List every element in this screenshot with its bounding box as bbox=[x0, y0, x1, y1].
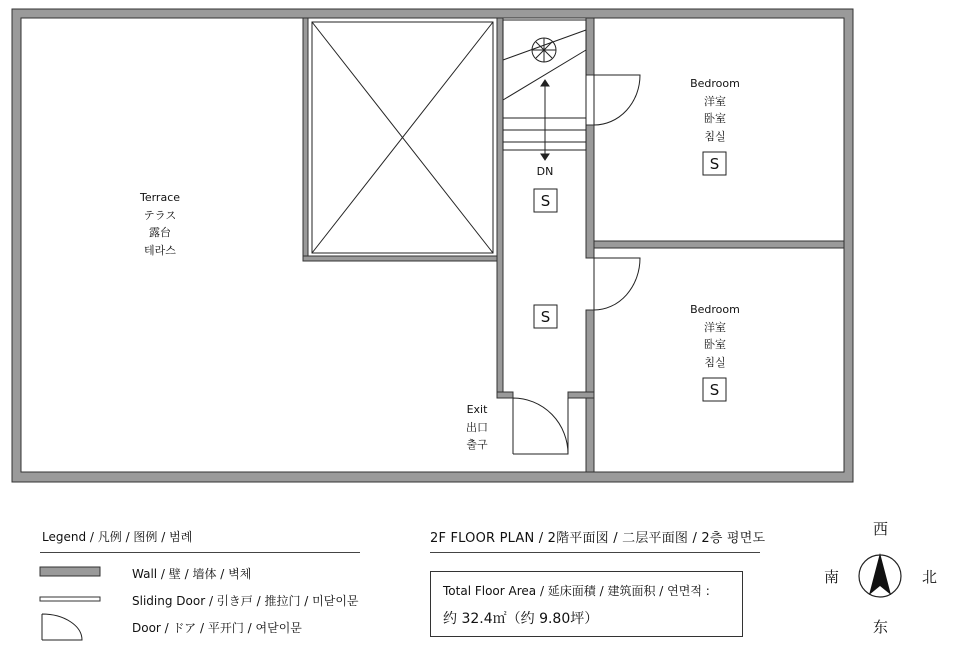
wall-corridor-right-low bbox=[586, 310, 594, 398]
room-label-terrace bbox=[139, 191, 180, 257]
svg-text:洋室: 洋室 bbox=[704, 321, 726, 334]
storage-s-text: S bbox=[709, 155, 720, 173]
legend-sliding-door-icon bbox=[40, 597, 100, 601]
svg-text:테라스: 테라스 bbox=[144, 244, 176, 257]
storage-symbol bbox=[534, 189, 557, 212]
compass-bottom-label: 东 bbox=[873, 618, 889, 636]
legend-symbols bbox=[40, 567, 100, 640]
legend-door-label: Door / ドア / 平开门 / 여닫이문 bbox=[132, 621, 302, 635]
door-bedroom-lower bbox=[594, 258, 640, 310]
compass-right-label: 北 bbox=[922, 568, 938, 586]
room-label-exit bbox=[466, 403, 488, 451]
staircase bbox=[503, 20, 586, 160]
wall-void-left bbox=[303, 18, 308, 261]
svg-text:出口: 出口 bbox=[466, 421, 488, 434]
storage-symbol bbox=[703, 152, 726, 175]
legend-door-icon bbox=[42, 614, 82, 640]
wall-corridor-bottom-right bbox=[568, 392, 594, 398]
wall-void-right bbox=[497, 18, 503, 398]
svg-text:침실: 침실 bbox=[704, 130, 726, 143]
total-area-box bbox=[430, 571, 743, 637]
void-open-below bbox=[312, 22, 493, 253]
legend-divider bbox=[40, 552, 360, 553]
legend-wall-icon bbox=[40, 567, 100, 576]
storage-s-text: S bbox=[540, 308, 551, 326]
storage-symbol bbox=[703, 378, 726, 401]
total-area-value: 约 32.4㎡（约 9.80坪） bbox=[443, 611, 599, 627]
wall-exit-right bbox=[586, 392, 594, 472]
wall-corridor-right-mid bbox=[586, 125, 594, 258]
door-exit bbox=[513, 398, 568, 454]
wall-void-bottom bbox=[303, 256, 503, 261]
compass-left-label: 南 bbox=[824, 568, 840, 586]
stair-dn-label: DN bbox=[536, 165, 554, 178]
storage-s-text: S bbox=[709, 381, 720, 399]
svg-text:露台: 露台 bbox=[149, 226, 171, 239]
svg-text:Bedroom: Bedroom bbox=[690, 77, 740, 90]
room-label-bedroom-upper bbox=[690, 77, 740, 143]
svg-text:卧室: 卧室 bbox=[704, 112, 726, 125]
total-area-label: Total Floor Area / 延床面積 / 建筑面积 / 연면적 : bbox=[443, 584, 710, 598]
svg-text:Bedroom: Bedroom bbox=[690, 303, 740, 316]
svg-text:Terrace: Terrace bbox=[139, 191, 181, 204]
compass-icon bbox=[859, 553, 901, 597]
wall-bedroom-divider bbox=[594, 241, 844, 248]
svg-text:Exit: Exit bbox=[466, 403, 488, 416]
legend-title: Legend / 凡例 / 图例 / 범례 bbox=[42, 530, 193, 544]
svg-text:卧室: 卧室 bbox=[704, 338, 726, 351]
room-label-bedroom-lower bbox=[690, 303, 740, 369]
title-divider bbox=[430, 552, 760, 553]
compass-top-label: 西 bbox=[873, 520, 889, 538]
wall-corridor-right-top bbox=[586, 18, 594, 75]
door-bedroom-upper bbox=[594, 75, 640, 125]
svg-text:출구: 출구 bbox=[466, 438, 488, 451]
storage-symbol bbox=[534, 305, 557, 328]
legend-wall-label: Wall / 壁 / 墙体 / 벽체 bbox=[132, 567, 252, 581]
wall-corridor-bottom-left bbox=[497, 392, 513, 398]
storage-symbols bbox=[534, 152, 726, 401]
floor-plan-title: 2F FLOOR PLAN / 2階平面図 / 二层平面图 / 2층 평면도 bbox=[430, 531, 766, 546]
svg-text:洋室: 洋室 bbox=[704, 95, 726, 108]
svg-text:침실: 침실 bbox=[704, 356, 726, 369]
storage-s-text: S bbox=[540, 192, 551, 210]
svg-text:テラス: テラス bbox=[143, 209, 177, 222]
legend-sliding-door-label: Sliding Door / 引き戸 / 推拉门 / 미닫이문 bbox=[132, 594, 359, 608]
